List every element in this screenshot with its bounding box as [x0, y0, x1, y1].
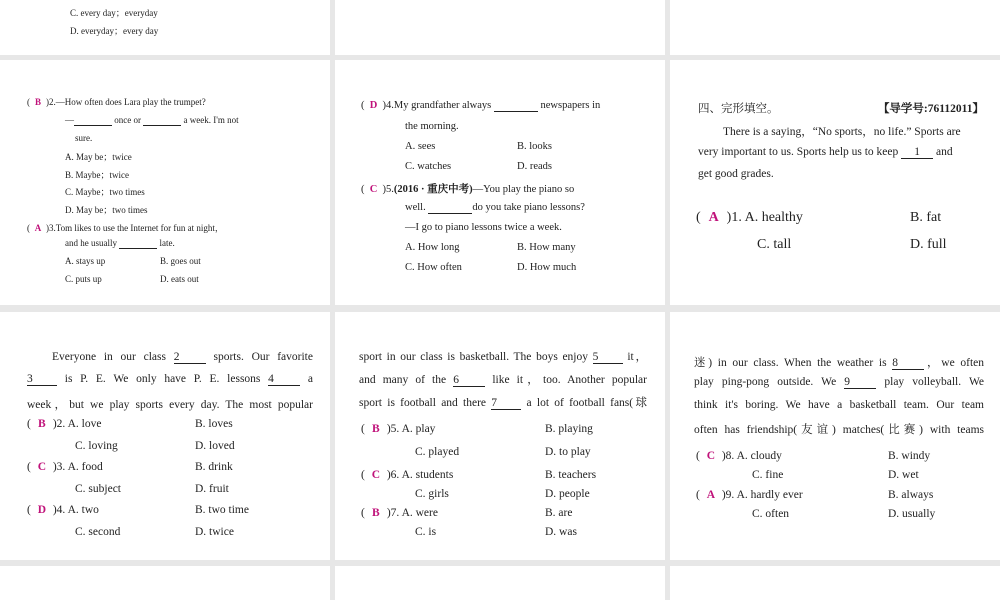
question-2: ( B )2.—How often does Lara play the trumpet?: [27, 97, 206, 107]
option-a: A. May be；twice: [65, 152, 132, 162]
source-tag: (2016 · 重庆中考): [393, 184, 473, 195]
option-c: C. girls: [415, 488, 449, 500]
option-b: B. fat: [910, 210, 942, 225]
option-c: C. How often: [405, 262, 462, 273]
panel-cloze-2-4: Everyone in our class 2 sports. Our favorite 3 is P. E. We only have P. E. lessons 4 a week，but we play sports every day. The most popular ( B )2. A. love B. loves C. loving D. loved ( C )3. A. food B. drink C. subject D. fruit ( D )4. A. two B. two time C. second D. twice: [0, 312, 330, 560]
option-a: A. How long: [405, 242, 460, 253]
answer-letter: B: [34, 97, 41, 107]
panel-cloze-8-9: 迷) in our class. When the weather is 8 ，we often play ping-pong outside. We 9 play volleyball. We think it's boring. We have a basketball team. Our team often has friendship(友谊) matches(比赛) with teams ( C )8. A. cloudy B. windy C. fine D. wet ( A )9. A. hardly ever B. always C. often D. usually: [670, 312, 1000, 560]
option-d: D. wet: [888, 469, 919, 481]
answer-letter: D: [369, 100, 378, 111]
blank: [494, 100, 538, 112]
option-d: D. full: [910, 237, 947, 252]
answer-letter: A: [706, 489, 715, 501]
blank-9: 9: [844, 376, 876, 389]
option-b: B. looks: [517, 141, 553, 152]
option-c: C. tall: [757, 237, 792, 252]
question-5: ( B )5. A. play: [361, 423, 436, 435]
blank-4: 4: [268, 373, 300, 386]
option-d: D. May be；two times: [65, 205, 148, 215]
option-a: A. stays up: [65, 256, 106, 266]
answer-letter: B: [372, 507, 380, 519]
answer-letter: C: [369, 184, 378, 195]
option-b: B. teachers: [545, 469, 597, 481]
option-c: C. subject: [75, 483, 121, 495]
blank-5: 5: [593, 351, 623, 364]
blank-8: 8: [892, 357, 924, 370]
option-d: D. reads: [517, 161, 552, 172]
question-1: ( A )1. A. healthy: [696, 210, 803, 225]
option-c: C. loving: [75, 440, 118, 452]
question-8: ( C )8. A. cloudy: [696, 450, 782, 462]
answer-letter: D: [37, 504, 46, 516]
option-c: C. Maybe；two times: [65, 187, 145, 197]
option-d: D. to play: [545, 446, 591, 458]
panel-questions-2-3: ( B )2.—How often does Lara play the trumpet? — once or a week. I'm not sure. A. May be；twice B. Maybe；twice C. Maybe；two times D. May be；two times ( A )3.Tom likes to use the Internet for fun at night， and he usually late. A. stays up B. goes out C. puts up D. eats out: [0, 60, 330, 305]
option-d: D. loved: [195, 440, 235, 452]
blank-1: 1: [901, 146, 933, 159]
option-b: B. playing: [545, 423, 593, 435]
question-7: ( B )7. A. were: [361, 507, 438, 519]
option-d: D. everyday；every day: [70, 26, 159, 36]
blank-3: 3: [27, 373, 57, 386]
blank-7: 7: [491, 397, 521, 410]
question-9: ( A )9. A. hardly ever: [696, 489, 803, 501]
panel-bottom-left: [0, 566, 330, 600]
option-c: C. played: [415, 446, 460, 458]
option-d: D. usually: [888, 508, 936, 520]
option-d: D. people: [545, 488, 590, 500]
panel-top-right: [670, 0, 1000, 55]
option-c: C. watches: [405, 161, 452, 172]
answer-letter: A: [708, 210, 719, 225]
panel-cloze-intro: 四、完形填空。 【导学号:76112011】 There is a saying，“No sports，no life.” Sports are very important to us. Sports help us to keep 1 and get good grades. ( A )1. A. healthy B. fat C. tall D. full: [670, 60, 1000, 305]
question-3: ( C )3. A. food: [27, 461, 103, 473]
blank: [74, 115, 112, 126]
option-b: B. Maybe；twice: [65, 170, 129, 180]
section-heading: 四、完形填空。: [698, 103, 779, 115]
option-b: B. goes out: [160, 256, 201, 266]
answer-letter: C: [37, 461, 46, 473]
blank-6: 6: [453, 374, 485, 387]
option-c: C. often: [752, 508, 790, 520]
option-d: D. fruit: [195, 483, 229, 495]
blank-2: 2: [174, 351, 206, 364]
question-2: ( B )2. A. love: [27, 418, 102, 430]
option-b: B. windy: [888, 450, 931, 462]
option-b: B. How many: [517, 242, 576, 253]
panel-bottom-middle: [335, 566, 665, 600]
answer-letter: B: [372, 423, 380, 435]
question-6: ( C )6. A. students: [361, 469, 454, 481]
option-b: B. drink: [195, 461, 233, 473]
option-b: B. loves: [195, 418, 233, 430]
option-d: D. twice: [195, 526, 234, 538]
answer-letter: C: [371, 469, 380, 481]
panel-top-left: [0, 0, 330, 55]
blank: [143, 115, 181, 126]
option-d: D. How much: [517, 262, 577, 273]
option-c: C. is: [415, 526, 437, 538]
option-c: C. every day；everyday: [70, 8, 158, 18]
panel-bottom-right: [670, 566, 1000, 600]
guide-code: 【导学号:76112011】: [877, 103, 984, 115]
panel-top-middle: [335, 0, 665, 55]
option-c: C. second: [75, 526, 121, 538]
option-b: B. two time: [195, 504, 249, 516]
panel-questions-4-5: ( D )4.My grandfather always newspapers in the morning. A. sees B. looks C. watches D. reads ( C )5.(2016 · 重庆中考)—You play the piano so well. do you take piano lessons? —I go to piano lessons twice a week. A. How long B. How many C. How often D. How much: [335, 60, 665, 305]
answer-letter: C: [706, 450, 715, 462]
panel-cloze-5-7: sport in our class is basketball. The boys enjoy 5 it， and many of the 6 like it，too. Another popular sport is football and there 7 a lot of football fans(球 ( B )5. A. play B. playing C. played D. to play ( C )6. A. students B. teachers C. girls D. people ( B )7. A. were B. are C. is D. was: [335, 312, 665, 560]
question-4: ( D )4.My grandfather always newspapers in: [361, 100, 601, 111]
answer-letter: A: [34, 223, 42, 233]
option-a: A. sees: [405, 141, 436, 152]
question-4: ( D )4. A. two: [27, 504, 99, 516]
option-d: D. was: [545, 526, 577, 538]
option-c: C. puts up: [65, 274, 102, 284]
option-c: C. fine: [752, 469, 784, 481]
option-b: B. always: [888, 489, 934, 501]
blank: [428, 202, 472, 214]
blank: [119, 238, 157, 249]
question-5: ( C )5.(2016 · 重庆中考)—You play the piano so: [361, 184, 575, 195]
option-d: D. eats out: [160, 274, 199, 284]
question-3: ( A )3.Tom likes to use the Internet for fun at night，: [27, 223, 224, 233]
answer-letter: B: [38, 418, 46, 430]
option-b: B. are: [545, 507, 573, 519]
